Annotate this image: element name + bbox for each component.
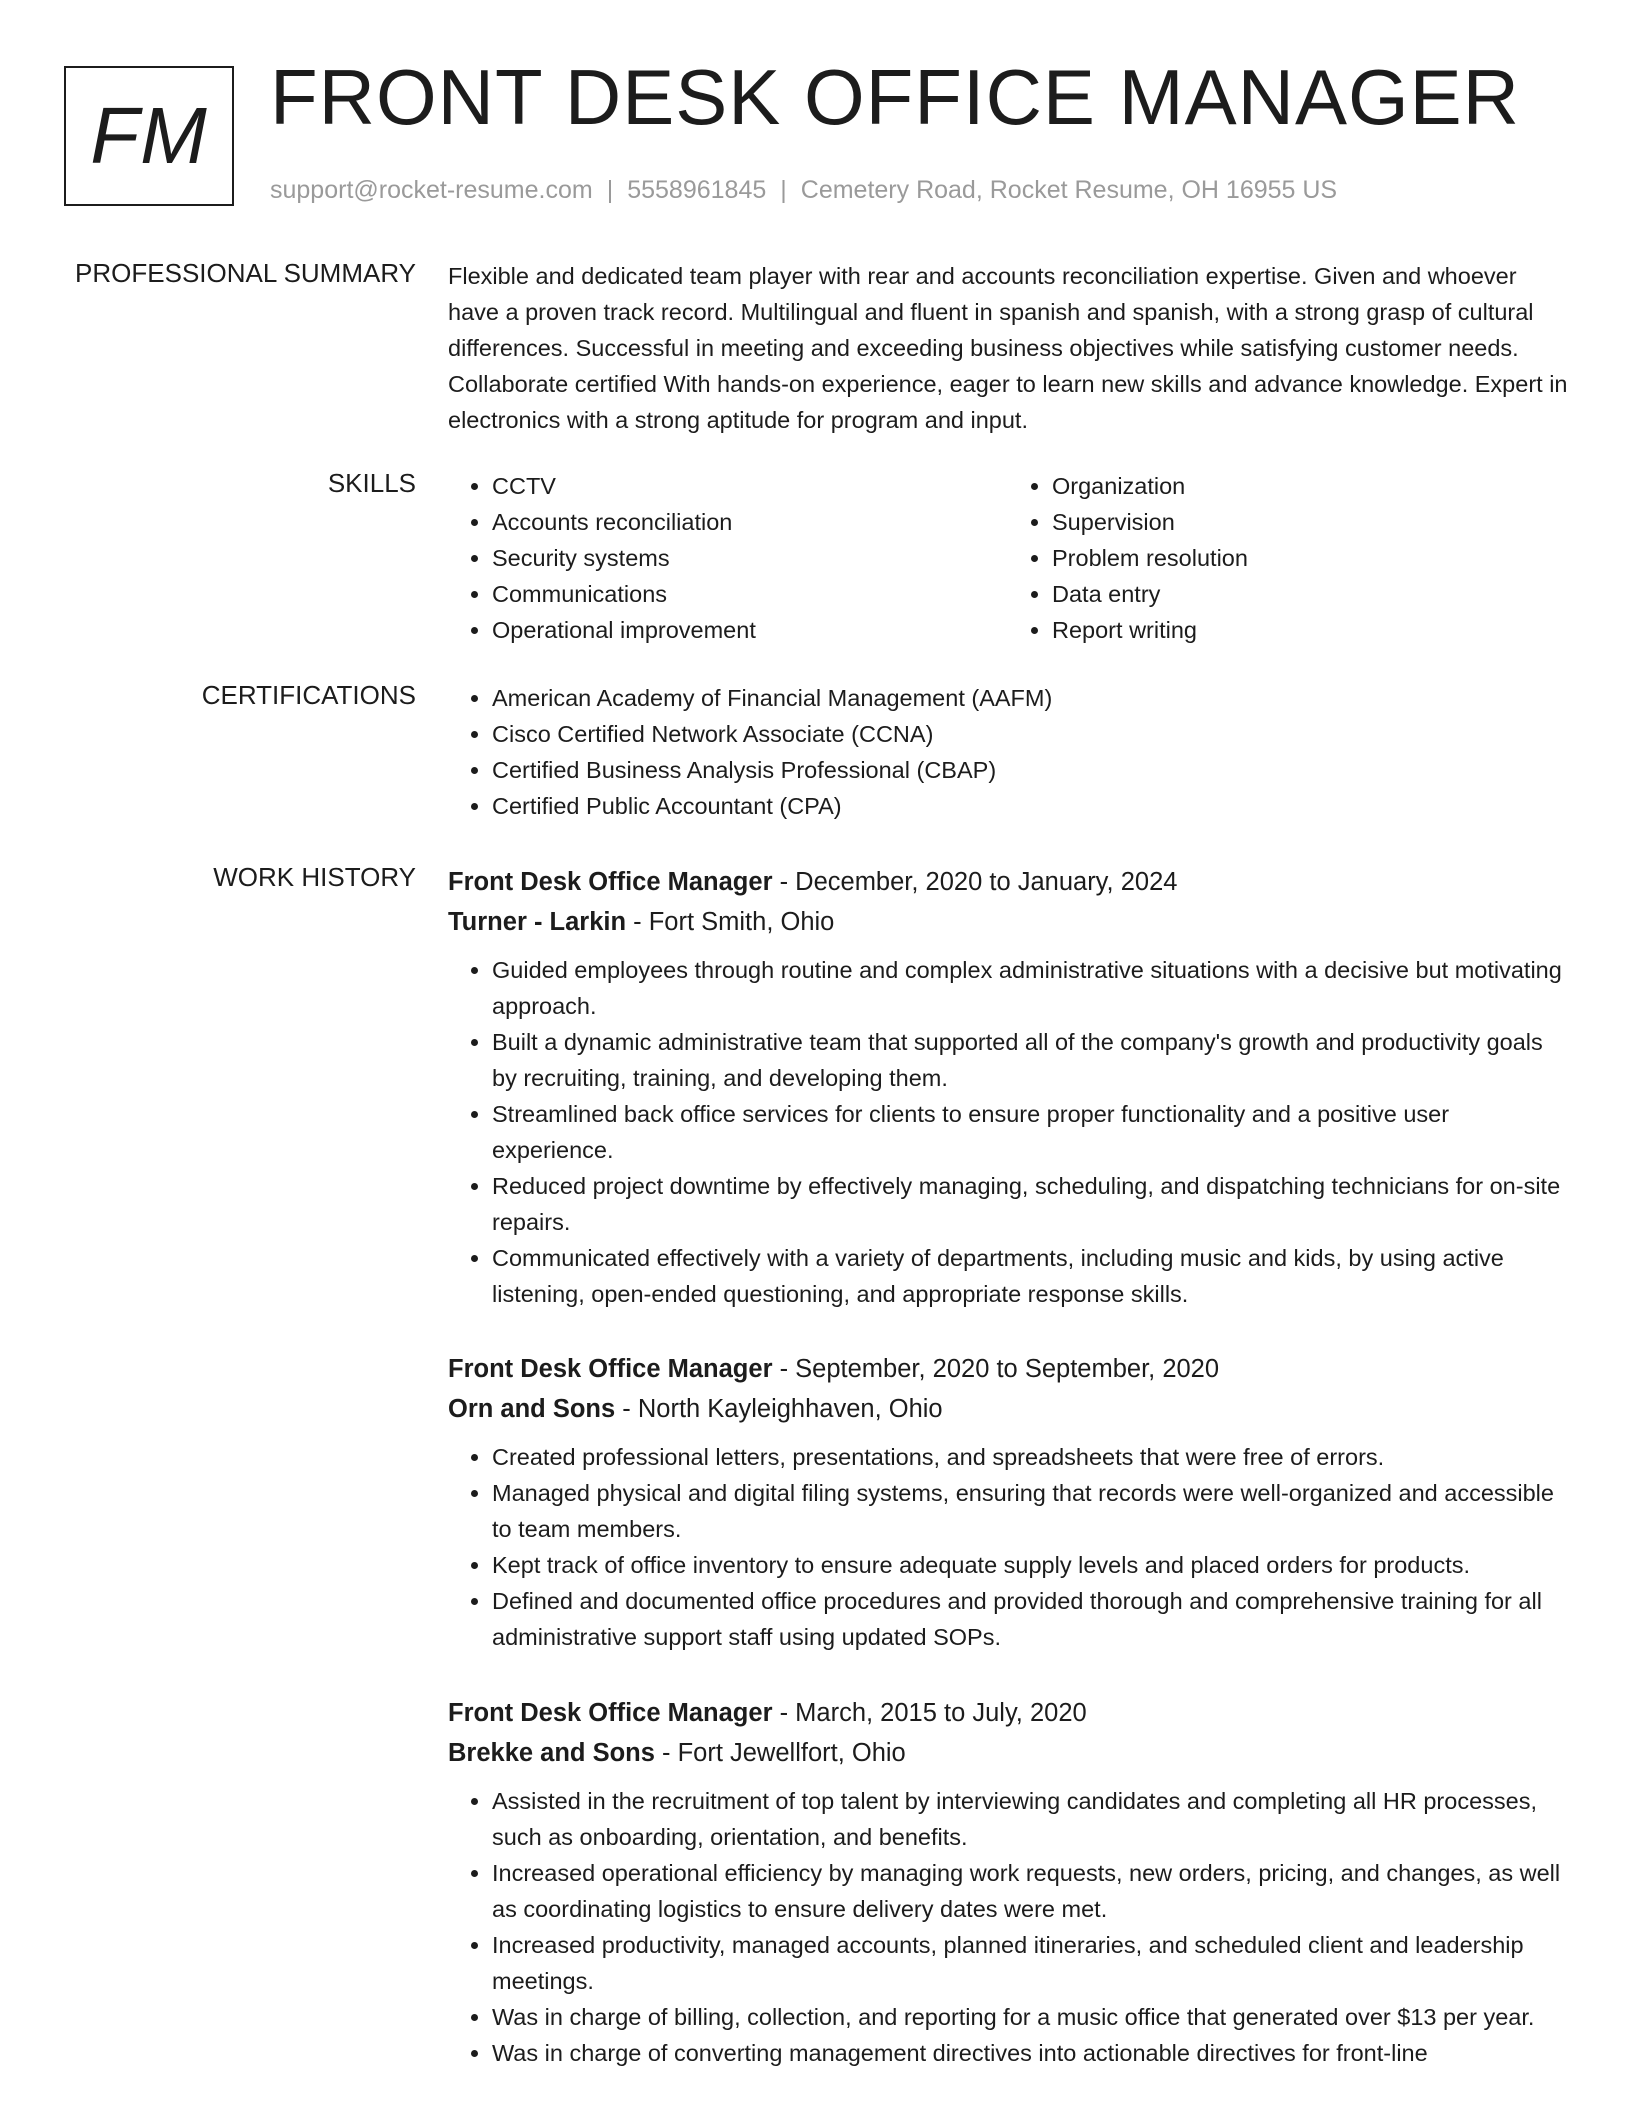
certification-item: • Cisco Certified Network Associate (CCNA) <box>492 716 1568 752</box>
resume-title: FRONT DESK OFFICE MANAGER <box>270 53 1520 141</box>
skill-item: • Operational improvement <box>492 612 1008 648</box>
phone-text[interactable]: 5558961845 <box>627 176 767 204</box>
job-bullet: • Defined and documented office procedures and provided thorough and comprehensive training for all administrative support staff using updated SOPs. <box>492 1583 1568 1655</box>
job-company-line <box>448 902 1568 942</box>
job-bullet: • Kept track of office inventory to ensure adequate supply levels and placed orders for products. <box>492 1547 1568 1583</box>
skills-list-left <box>448 468 1008 648</box>
job-bullet: • Was in charge of converting management directives into actionable directives for front-line <box>492 2035 1568 2071</box>
job-bullets <box>448 1439 1568 1655</box>
work-history-heading: WORK HISTORY <box>213 862 416 892</box>
job-title-line <box>448 862 1568 902</box>
skill-item: • Organization <box>1052 468 1568 504</box>
skill-item: • Data entry <box>1052 576 1568 612</box>
job-location: - North Kayleighhaven, Ohio <box>615 1395 943 1423</box>
skill-item: • Accounts reconciliation <box>492 504 1008 540</box>
skill-item: • Security systems <box>492 540 1008 576</box>
job-title: Front Desk Office Manager <box>448 1699 773 1727</box>
skill-item: • Communications <box>492 576 1008 612</box>
job-bullet: • Communicated effectively with a variety of departments, including music and kids, by using active listening, open-ended questioning, and appropriate response skills. <box>492 1240 1568 1312</box>
job-bullet: • Increased operational efficiency by managing work requests, new orders, pricing, and changes, as well as coordinating logistics to ensure delivery dates were met. <box>492 1855 1568 1927</box>
skill-item: • Supervision <box>1052 504 1568 540</box>
job-bullet: • Managed physical and digital filing systems, ensuring that records were well-organized and accessible to team members. <box>492 1475 1568 1547</box>
skill-item: • CCTV <box>492 468 1008 504</box>
certifications-heading: CERTIFICATIONS <box>201 680 416 710</box>
job-bullet: • Guided employees through routine and complex administrative situations with a decisive but motivating approach. <box>492 952 1568 1024</box>
separator: | <box>780 176 787 204</box>
job-company: Turner - Larkin <box>448 908 627 936</box>
job-bullets <box>448 1783 1568 2071</box>
job-title: Front Desk Office Manager <box>448 868 773 896</box>
job-dates: - March, 2015 to July, 2020 <box>772 1699 1087 1727</box>
job-company: Brekke and Sons <box>448 1739 655 1767</box>
summary-text: Flexible and dedicated team player with rear and accounts reconciliation expertise. Given and whoever have a proven track record. Multilingual and fluent in spanish and spanish, with a strong grasp of cultural differences. Successful in meeting and exceeding business objectives while satisfying customer needs. Collaborate certified With hands-on experience, eager to learn new skills and advance knowledge. Expert in electronics with a strong aptitude for program and input. <box>448 263 1568 433</box>
job-bullet: • Created professional letters, presentations, and spreadsheets that were free of errors. <box>492 1439 1568 1475</box>
job-dates: - December, 2020 to January, 2024 <box>772 868 1178 896</box>
job-bullet: • Increased productivity, managed accounts, planned itineraries, and scheduled client and leadership meetings. <box>492 1927 1568 1999</box>
certification-item: • American Academy of Financial Management (AAFM) <box>492 680 1568 716</box>
contact-line <box>270 176 1337 205</box>
job-title: Front Desk Office Manager <box>448 1355 773 1383</box>
job-company-line <box>448 1389 1568 1429</box>
job-title-line <box>448 1349 1568 1389</box>
skills-list-right <box>1008 468 1568 648</box>
job-bullet: • Streamlined back office services for clients to ensure proper functionality and a positive user experience. <box>492 1096 1568 1168</box>
job-company-line <box>448 1733 1568 1773</box>
job-company: Orn and Sons <box>448 1395 616 1423</box>
job-entry <box>448 1349 1568 1655</box>
job-location: - Fort Smith, Ohio <box>626 908 835 936</box>
job-bullets <box>448 952 1568 1312</box>
certifications-list <box>448 680 1568 824</box>
address-text: Cemetery Road, Rocket Resume, OH 16955 US <box>800 176 1338 204</box>
summary-heading: PROFESSIONAL SUMMARY <box>75 258 416 288</box>
initials-monogram: FM <box>64 66 234 206</box>
email-text[interactable]: support@rocket-resume.com <box>270 176 593 204</box>
skills-heading: SKILLS <box>327 468 416 498</box>
skill-item: • Problem resolution <box>1052 540 1568 576</box>
job-bullet: • Built a dynamic administrative team that supported all of the company's growth and productivity goals by recruiting, training, and developing them. <box>492 1024 1568 1096</box>
job-location: - Fort Jewellfort, Ohio <box>654 1739 906 1767</box>
job-bullet: • Assisted in the recruitment of top talent by interviewing candidates and completing all HR processes, such as onboarding, orientation, and benefits. <box>492 1783 1568 1855</box>
job-entry <box>448 1693 1568 2071</box>
job-bullet: • Reduced project downtime by effectively managing, scheduling, and dispatching technicians for on-site repairs. <box>492 1168 1568 1240</box>
job-title-line <box>448 1693 1568 1733</box>
job-dates: - September, 2020 to September, 2020 <box>772 1355 1220 1383</box>
job-bullet: • Was in charge of billing, collection, and reporting for a music office that generated over $13 per year. <box>492 1999 1568 2035</box>
certification-item: • Certified Business Analysis Professional (CBAP) <box>492 752 1568 788</box>
certification-item: • Certified Public Accountant (CPA) <box>492 788 1568 824</box>
separator: | <box>606 176 614 204</box>
skill-item: • Report writing <box>1052 612 1568 648</box>
job-entry <box>448 862 1568 1312</box>
